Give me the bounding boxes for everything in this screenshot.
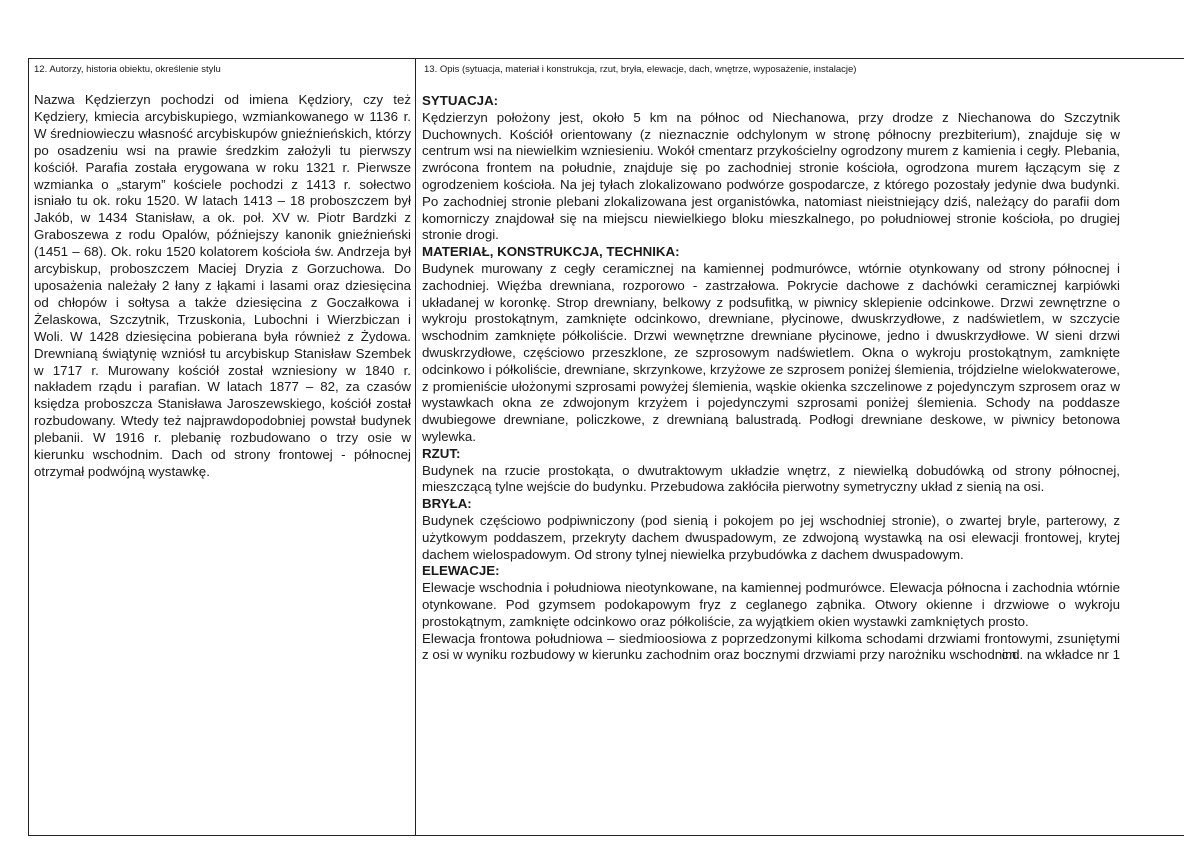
frame-left-rule	[28, 58, 29, 836]
frame-bottom-rule	[28, 835, 1184, 836]
section-text-massing: Budynek częściowo podpiwniczony (pod sienią i pokojem po jej wschodniej stronie), o zwartej bryle, parterowy, z użytkowym poddaszem, przekryty dachem dwuspadowym, ze zdwojoną wystawką na osi elewacji frontowej, krytej dachem wielospadowym. Od strony tylnej niewielka przybudówka z dachem dwuspadowym.	[422, 512, 1120, 562]
left-column-header: 12. Autorzy, historia obiektu, określenie stylu	[34, 64, 221, 75]
section-text-elevations-1: Elewacje wschodnia i południowa nieotynkowane, na kamiennej podmurówce. Elewacja północna i zachodnia wtórnie otynkowane. Pod gzymsem podokapowym fryz z ceglanego ząbnika. Otwory okienne i drzwiowe o wykroju prostokątnym, zamknięte odcinkowo oraz półkoliście, za wyjątkiem okien wystawki zamkniętych prosto.	[422, 580, 1120, 629]
section-text-situation: Kędzierzyn położony jest, około 5 km na północ od Niechanowa, przy drodze z Niechanowa do Szczytnik Duchownych. Kościół orientowany (z nieznacznie odchylonym w stronę północny prezbiterium), znajduje się w centrum wsi na niewielkim wzniesieniu. Wokół cmentarz przykościelny ogrodzony murem z kamienia i cegły. Plebania, zwrócona frontem na południe, znajduje się po zachodniej stronie kościoła, ogrodzona murem łączącym się z ogrodzeniem kościoła. Na jej tyłach zlokalizowano podwórze gospodarcze, z którego pozostały jedynie dwa budynki. Po zachodniej stronie plebani zlokalizowana jest organistówka, natomiast nieistniejący dziś, należący do parafii dom komorniczy znajdował się na miejscu niewielkiego bloku mieszkalnego, po południowej stronie kościoła, po drugiej stronie drogi.	[422, 109, 1120, 243]
description-column	[422, 93, 1120, 664]
section-heading-elevations: ELEWACJE:	[422, 563, 500, 579]
history-text: Nazwa Kędzierzyn pochodzi od imiena Kędziory, czy też Kędziery, kmiecia arcybiskupiego, wzmiankowanego w 1136 r. W średniowieczu własność arcybiskupów gnieźnieńskich, którzy po osadzeniu wsi na prawie średzkim założyli tu pierwszy kościół. Parafia została erygowana w roku 1321 r. Pierwsze wzmianka o „starym” kościele pochodzi z 1413 r. sołectwo isniało tu ok. roku 1520. W latach 1413 – 18 proboszczem był Jakób, w 1434 Stanisław, a ok. poł. XV w. Piotr Bardzki z Graboszewa z rodu Opalów, późniejszy kanonik gnieźnieński (1451 – 68). Ok. roku 1520 kolatorem kościoła św. Andrzeja był arcybiskup, proboszczem Maciej Dryzia z Gorzuchowa. Do uposażenia należały 2 łany z łąkami i lasami oraz dziesięcina od chłopów i sołtysa a także dziesięcina z Goczałkowa i Żelaskowa, Szczytnik, Trzuskonia, Lubochni i Wierzbiczan i Woli. W 1428 dziesięcina pobierana była również z Żydowa. Drewnianą świątynię wzniósł tu arcybiskup Stanisław Szembek w 1717 r. Murowany kościół został wzniesiony w 1840 r. nakładem rządu i parafian. W latach 1877 – 82, za czasów księdza proboszcza Stanisława Jaroszewskiego, kościół został rozbudowany. Wtedy też najprawdopodobniej powstał budynek plebanii. W 1916 r. plebanię rozbudowano o trzy osie w kierunku wschodnim. Dach od strony frontowej - północnej otrzymał podwójną wystawkę.	[34, 92, 411, 479]
section-text-plan: Budynek na rzucie prostokąta, o dwutraktowym układzie wnętrz, z niewielką dobudówką od strony północnej, mieszczącą tylne wejście do budynku. Przebudowa zakłóciła pierwotny symetryczny układ z sienią na osi.	[422, 462, 1120, 495]
section-heading-material: MATERIAŁ, KONSTRUKCJA, TECHNIKA:	[422, 244, 680, 260]
column-divider	[415, 58, 416, 836]
history-column	[34, 92, 411, 481]
continuation-note: c.d. na wkładce nr 1	[1001, 647, 1120, 663]
section-text-material: Budynek murowany z cegły ceramicznej na kamiennej podmurówce, wtórnie otynkowany od strony północnej i zachodniej. Więźba drewniana, rozporowo - zastrzałowa. Pokrycie dachowe z dachówki ceramicznej karpiówki układanej w koronkę. Strop drewniany, belkowy z podsufitką, w piwnicy sklepienie odcinkowe. Drzwi zewnętrzne o wykroju prostokątnym, zamknięte odcinkowo, drewniane, płycinowe, dwuskrzydłowe, z nadświetlem, w szczycie wschodnim zamknięte półkoliście. Drzwi wewnętrzne drewniane płycinowe, jedno i dwuskrzydłowe. W sieni drzwi dwuskrzydłowe, częściowo przeszklone, ze szprosowym nadświetlem. Okna o wykroju prostokątnym, zamknięte odcinkowo i półkoliście, drewniane, skrzynkowe, krzyżowe ze szprosem poniżej ślemienia, trójdzielne wielokwaterowe, z promieniście ułożonymi szprosami powyżej ślemienia, wąskie okienka szczelinowe z pojedynczym szprosem oraz w wystawkach okna ze zdwojonym krzyżem i pojedynczymi szprosami poniżej ślemienia. Schody na poddasze dwubiegowe drewniane, policzkowe, z drewnianą balustradą. Podłogi drewniane deskowe, w piwnicy betonowa wylewka.	[422, 260, 1120, 444]
elevations-final-block	[422, 631, 1120, 665]
section-text-elevations-2: Elewacja frontowa południowa – siedmioosiowa z poprzedzonymi kilkoma schodami drzwiami frontowymi, zsuniętymi z osi w wyniku rozbudowy w kierunku zachodnim oraz bocznymi drzwiami przy narożniku wschodnim.	[422, 630, 1120, 663]
section-heading-plan: RZUT:	[422, 445, 461, 461]
section-heading-massing: BRYŁA:	[422, 496, 472, 512]
right-column-header: 13. Opis (sytuacja, materiał i konstrukcja, rzut, bryła, elewacje, dach, wnętrze, wyposażenie, instalacje)	[424, 64, 857, 75]
frame-top-rule	[28, 58, 1184, 59]
section-heading-situation: SYTUACJA:	[422, 93, 499, 108]
